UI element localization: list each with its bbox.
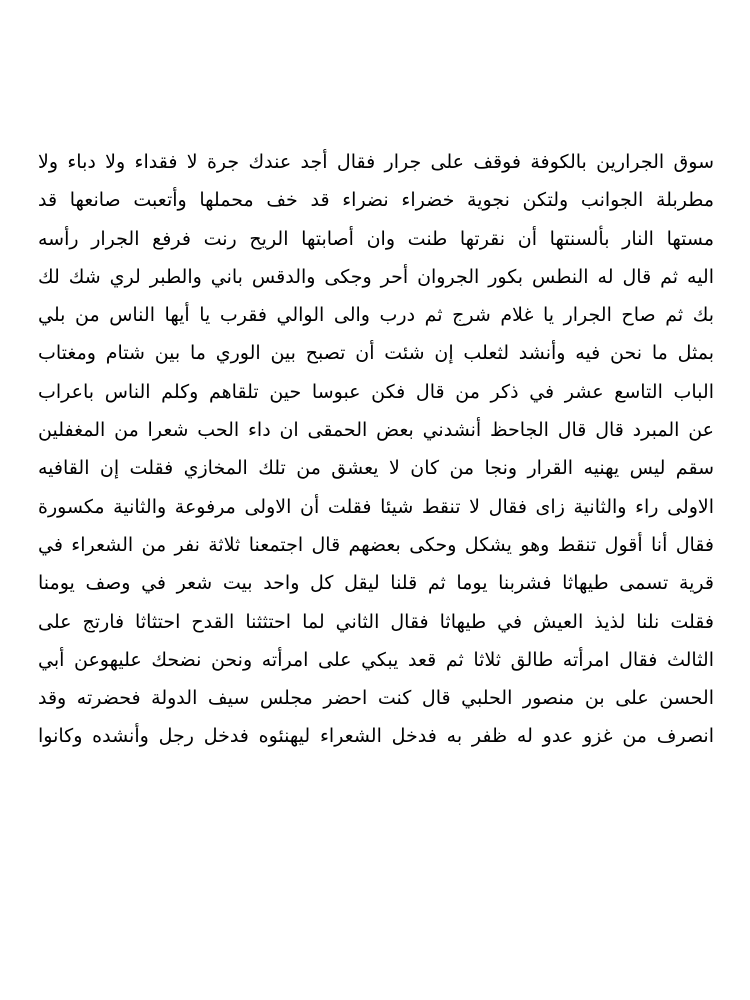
text-line: الحسن على بن منصور الحلبي قال كنت احضر مجلس سيف الدولة فحضرته وقد bbox=[38, 687, 714, 710]
text-line: الاولى راء والثانية زاى فقال لا تنقط شيئا فقلت أن الاولى مرفوعة والثانية مكسورة bbox=[38, 495, 714, 518]
text-line: بمثل ما نحن فيه وأنشد لثعلب إن شئت أن تصبح بين الوري ما بين شتام ومغتاب bbox=[38, 342, 714, 365]
text-line: سوق الجرارين بالكوفة فوقف على جرار فقال أجد عندك جرة لا فقداء ولا دباء ولا bbox=[38, 151, 714, 173]
text-line: الباب التاسع عشر في ذكر من قال فكن عبوسا حين تلقاهم وكلم الناس باعراب bbox=[38, 380, 714, 403]
text-line: بك ثم صاح الجرار يا غلام شرج ثم درب والى الوالي فقرب يا أيها الناس من بلي bbox=[38, 304, 714, 327]
text-line: الثالث فقال امرأته طالق ثلاثا ثم قعد يبكي على امرأته ونحن نضحك عليهوعن أبي bbox=[38, 648, 714, 671]
text-line: فقلت نلنا لذيذ العيش في طيهاثا فقال الثاني لما احتثثنا القدح احتثاثا فارتج على bbox=[38, 610, 714, 633]
text-line: قرية تسمى طيهاثا فشربنا يوما ثم قلنا ليقل كل واحد بيت شعر في وصف يومنا bbox=[38, 572, 714, 595]
text-line: فقال أنا أقول تنقط وهو يشكل وحكى بعضهم قال اجتمعنا ثلاثة نفر من الشعراء في bbox=[38, 533, 714, 556]
body-text bbox=[38, 143, 714, 756]
text-line: سقم ليس يهنيه القرار ونجا من كان لا يعشق من تلك المخازي فقلت إن القافيه bbox=[38, 457, 714, 480]
text-line: مستها النار بألسنتها أن نقرتها طنت وان أصابتها الريح رنت فرفع الجرار رأسه bbox=[38, 227, 714, 250]
text-line: انصرف من غزو عدو له ظفر به فدخل الشعراء ليهنئوه فدخل رجل وأنشده وكانوا bbox=[38, 725, 714, 748]
text-line: مطربلة الجوانب ولتكن نجوية خضراء نضراء قد خف محملها وأتعبت صانعها قد bbox=[38, 189, 714, 212]
text-line: اليه ثم قال له النطس بكور الجروان أحر وجكى والدقس باني والطبر لري شك لك bbox=[38, 265, 714, 288]
text-line: عن المبرد قال قال الجاحظ أنشدني بعض الحمقى ان داء الحب شعرا من المغفلين bbox=[38, 419, 714, 442]
